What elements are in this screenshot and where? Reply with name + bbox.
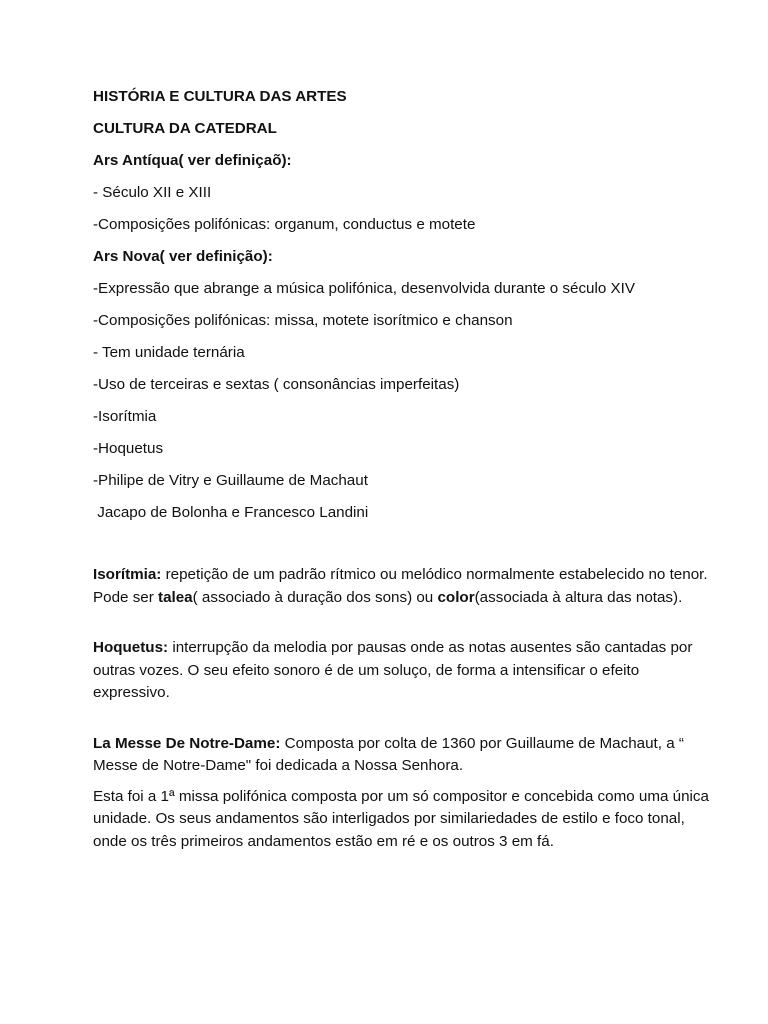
messe-paragraph-2: Esta foi a 1ª missa polifónica composta por um só compositor e concebida como uma única unidade. Os seus andamentos são interligados por similariedades de estilo e foco tonal, onde os três primeiros andamentos estão em ré e os outros 3 em fá. [93,787,709,850]
ars-antiqua-item: - Século XII e XIII [93,184,212,201]
ars-nova-item: -Isorítmia [93,408,157,425]
ars-nova-item: -Uso de terceiras e sextas ( consonâncias imperfeitas) [93,376,460,393]
ars-nova-heading: Ars Nova( ver definição): [93,248,273,265]
ars-nova-item: -Expressão que abrange a música polifónica, desenvolvida durante o século XIV [93,280,636,297]
isoritmia-text: repetição de um padrão rítmico ou melódico normalmente estabelecido no tenor. Pode ser [93,566,708,606]
ars-nova-item: - Tem unidade ternária [93,344,245,361]
hoquetus-term: Hoquetus: [93,639,169,656]
isoritmia-paragraph [93,564,713,609]
messe-text: Composta por colta de 1360 por Guillaume de Machaut, a “ Messe de Notre-Dame" foi dedicada a Nossa Senhora. [93,734,684,774]
isoritmia-text: ( associado à duração dos sons) ou [192,588,438,606]
doc-title: HISTÓRIA E CULTURA DAS ARTES [93,88,347,105]
ars-nova-item: -Hoquetus [93,440,164,457]
messe-paragraph [93,733,713,778]
talea-term: talea [158,588,193,606]
ars-nova-item: Jacapo de Bolonha e Francesco Landini [93,504,369,521]
ars-antiqua-item: -Composições polifónicas: organum, conductus e motete [93,216,476,233]
ars-nova-item: -Philipe de Vitry e Guillaume de Machaut [93,472,368,489]
isoritmia-text: (associada à altura das notas). [474,588,683,606]
hoquetus-text: interrupção da melodia por pausas onde as notas ausentes são cantadas por outras vozes. O seu efeito sonoro é de um soluço, de forma a intensificar o efeito expressivo. [93,639,693,701]
ars-antiqua-heading: Ars Antíqua( ver definiçaõ): [93,152,292,169]
document-page [93,86,713,853]
isoritmia-term: Isorítmia: [93,566,162,583]
doc-subtitle: CULTURA DA CATEDRAL [93,120,277,137]
ars-nova-item: -Composições polifónicas: missa, motete isorítmico e chanson [93,312,513,329]
messe-term: La Messe De Notre-Dame: [93,734,281,752]
hoquetus-paragraph [93,637,713,705]
color-term: color [437,588,475,606]
